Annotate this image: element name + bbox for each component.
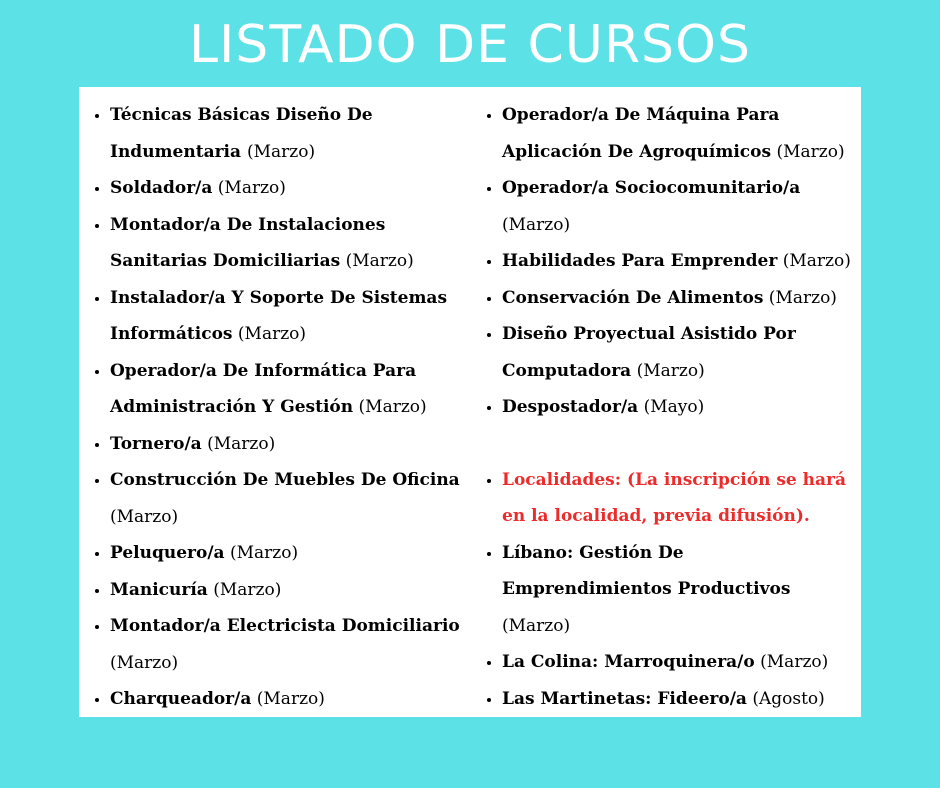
course-month: (Marzo) — [763, 287, 837, 308]
course-month: (Marzo) — [246, 141, 316, 162]
course-month: (Marzo) — [212, 178, 286, 198]
course-month: (Marzo) — [340, 251, 414, 271]
course-name: Soldador/a — [110, 178, 213, 198]
course-month: (Marzo) — [110, 652, 179, 673]
course-item — [502, 170, 857, 243]
course-item — [110, 608, 471, 681]
course-name: La Colina: Marroquinera/o — [502, 652, 755, 672]
course-month: (Marzo) — [631, 360, 705, 381]
course-name: Habilidades Para Emprender — [502, 251, 778, 271]
course-name: Montador/a Electricista Domiciliario — [110, 616, 460, 636]
course-name: Tornero/a — [110, 433, 202, 454]
course-name: Manicuría — [110, 579, 208, 600]
localidades-note-text: Localidades: (La inscripción se hará en la localidad, previa difusión). — [502, 469, 846, 526]
course-name: Técnicas Básicas Diseño De Indumentaria — [110, 105, 373, 162]
course-month: (Mayo) — [638, 397, 705, 417]
course-item — [110, 353, 471, 426]
course-month: (Marzo) — [110, 506, 179, 527]
course-item — [502, 243, 857, 280]
course-item — [502, 681, 857, 718]
course-name: Instalador/a Y Soporte De Sistemas Informáticos — [110, 287, 448, 344]
course-item — [110, 207, 471, 280]
course-name: Despostador/a — [502, 397, 639, 417]
course-item — [110, 681, 471, 718]
course-item — [110, 280, 471, 353]
course-name: Montador/a De Instalaciones Sanitarias Domiciliarias — [110, 214, 386, 271]
course-list-panel — [79, 87, 861, 717]
right-course-list — [471, 97, 857, 717]
course-month: (Marzo) — [201, 433, 276, 454]
right-column — [471, 97, 857, 717]
course-name: Conservación De Alimentos — [502, 287, 764, 308]
course-month: (Marzo) — [754, 652, 829, 672]
course-item — [502, 389, 857, 426]
course-month: (Marzo) — [502, 615, 571, 636]
course-item — [502, 535, 857, 645]
course-month: (Marzo) — [224, 543, 299, 563]
course-month: (Marzo) — [777, 251, 851, 271]
course-item — [502, 280, 857, 317]
course-month: (Marzo) — [251, 689, 325, 709]
course-item — [502, 316, 857, 389]
course-month: (Agosto) — [746, 688, 825, 709]
course-name: Operador/a De Informática Para Administración Y Gestión — [110, 360, 417, 417]
course-item — [502, 644, 857, 681]
list-spacer — [502, 426, 857, 462]
course-month: (Marzo) — [207, 579, 282, 600]
course-name: Líbano: Gestión De Emprendimientos Productivos — [502, 542, 791, 599]
course-item — [110, 462, 471, 535]
course-month: (Marzo) — [353, 397, 427, 417]
course-item — [110, 572, 471, 609]
course-month: (Marzo) — [502, 214, 571, 235]
localidades-note — [502, 462, 857, 535]
course-item — [110, 97, 471, 170]
course-item — [502, 97, 857, 170]
course-month: (Marzo) — [232, 324, 307, 344]
course-name: Construcción De Muebles De Oficina — [110, 470, 460, 490]
course-item — [110, 170, 471, 207]
left-column — [79, 97, 471, 718]
page-title: LISTADO DE CURSOS — [189, 15, 751, 75]
course-name: Operador/a De Máquina Para Aplicación De Agroquímicos — [502, 105, 780, 162]
course-name: Las Martinetas: Fideero/a — [502, 688, 747, 709]
course-name: Diseño Proyectual Asistido Por Computadora — [502, 324, 796, 381]
left-course-list — [79, 97, 471, 718]
course-item — [110, 535, 471, 572]
course-name: Charqueador/a — [110, 689, 252, 709]
course-name: Operador/a Sociocomunitario/a — [502, 178, 801, 198]
course-item — [110, 426, 471, 463]
course-name: Peluquero/a — [110, 543, 225, 563]
course-month: (Marzo) — [771, 141, 845, 162]
